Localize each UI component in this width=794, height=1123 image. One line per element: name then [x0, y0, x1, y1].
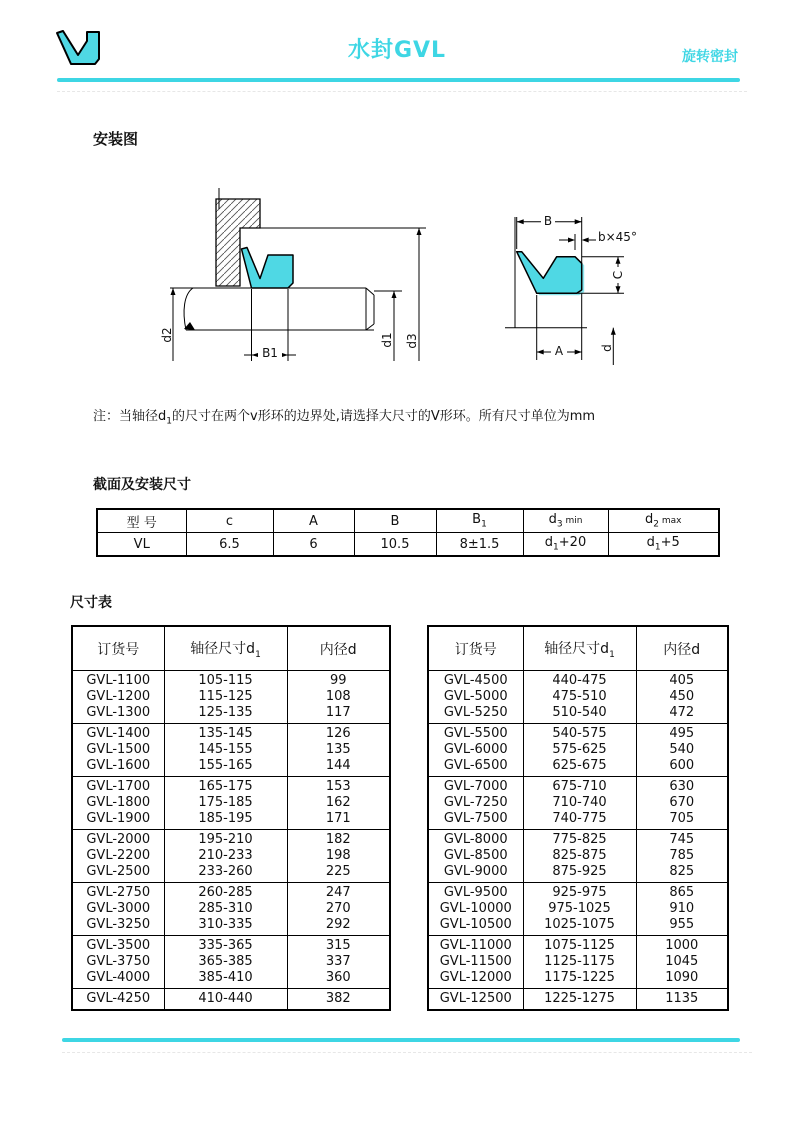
table-row: [72, 795, 390, 811]
table-cell: 745: [636, 830, 728, 849]
table-cell: 订货号: [72, 626, 164, 671]
table-cell: VL: [97, 533, 186, 557]
table-cell: GVL-12000: [428, 970, 523, 989]
table-cell: $d_1+5$: [608, 533, 719, 557]
spec-header-row: [97, 509, 719, 533]
table-row: [72, 724, 390, 743]
table-cell: 1075-1125: [523, 936, 636, 955]
table-cell: 内径d: [287, 626, 390, 671]
table-cell: 185-195: [164, 811, 287, 830]
table-cell: GVL-3250: [72, 917, 164, 936]
table-row: [428, 777, 728, 796]
table-row: [428, 848, 728, 864]
dim-label-C: C: [611, 270, 625, 280]
table-cell: 365-385: [164, 954, 287, 970]
table-cell: 625-675: [523, 758, 636, 777]
table-cell: 825: [636, 864, 728, 883]
size-group: [72, 777, 390, 830]
table-cell: 144: [287, 758, 390, 777]
table-cell: 6: [273, 533, 354, 557]
size-group: [428, 777, 728, 830]
table-cell: c: [186, 509, 273, 533]
table-row: [72, 830, 390, 849]
table-cell: 410-440: [164, 989, 287, 1011]
table-cell: A: [273, 509, 354, 533]
size-group: [428, 883, 728, 936]
table-cell: 115-125: [164, 689, 287, 705]
table-row: [428, 795, 728, 811]
table-cell: GVL-3500: [72, 936, 164, 955]
table-cell: GVL-3750: [72, 954, 164, 970]
table-cell: $d_3$ min: [523, 509, 608, 533]
size-group: [428, 936, 728, 989]
table-cell: 510-540: [523, 705, 636, 724]
table-cell: GVL-4500: [428, 671, 523, 690]
table-cell: 910: [636, 901, 728, 917]
table-row: [72, 848, 390, 864]
table-cell: GVL-9000: [428, 864, 523, 883]
table-row: [72, 989, 390, 1011]
table-cell: GVL-6000: [428, 742, 523, 758]
table-row: [428, 883, 728, 902]
table-cell: 1090: [636, 970, 728, 989]
dim-label-d3: d3: [405, 333, 419, 349]
table-row: [72, 917, 390, 936]
table-cell: 670: [636, 795, 728, 811]
table-cell: 785: [636, 848, 728, 864]
table-cell: GVL-6500: [428, 758, 523, 777]
size-group: [72, 883, 390, 936]
table-cell: 135-145: [164, 724, 287, 743]
dim-label-d: d: [600, 344, 614, 352]
table-row: [428, 936, 728, 955]
table-cell: 1135: [636, 989, 728, 1011]
table-cell: 内径d: [636, 626, 728, 671]
table-cell: 450: [636, 689, 728, 705]
table-cell: 540-575: [523, 724, 636, 743]
table-cell: 117: [287, 705, 390, 724]
dim-label-A: A: [554, 344, 564, 358]
table-row: [72, 970, 390, 989]
table-cell: 126: [287, 724, 390, 743]
table-row: [72, 671, 390, 690]
table-cell: 轴径尺寸$d_1$: [164, 626, 287, 671]
size-table-right: [427, 625, 729, 1011]
table-cell: 233-260: [164, 864, 287, 883]
footer-hairline: [62, 1052, 752, 1053]
table-row: [428, 811, 728, 830]
table-cell: GVL-2500: [72, 864, 164, 883]
table-cell: 315: [287, 936, 390, 955]
table-cell: GVL-7000: [428, 777, 523, 796]
page-title: 水封GVL: [347, 38, 447, 63]
spec-value-row: [97, 533, 719, 557]
table-cell: 575-625: [523, 742, 636, 758]
table-row: [72, 901, 390, 917]
note-text: 注：当轴径$d_1$的尺寸在两个v形环的边界处,请选择大尺寸的V形环。所有尺寸单位为mm: [93, 409, 596, 427]
table-cell: GVL-1100: [72, 671, 164, 690]
v-ring-profile-shape: [517, 252, 582, 294]
table-cell: 8±1.5: [436, 533, 523, 557]
table-cell: 135: [287, 742, 390, 758]
table-cell: 740-775: [523, 811, 636, 830]
dim-label-B: B: [543, 214, 553, 228]
size-group: [428, 830, 728, 883]
table-row: [72, 864, 390, 883]
table-cell: 360: [287, 970, 390, 989]
table-cell: 轴径尺寸$d_1$: [523, 626, 636, 671]
dim-label-B1: B1: [262, 346, 278, 360]
table-cell: 385-410: [164, 970, 287, 989]
table-cell: GVL-5500: [428, 724, 523, 743]
footer-rule: [62, 1038, 740, 1042]
size-group: [72, 671, 390, 724]
section-title-spec: 截面及安装尺寸: [93, 477, 191, 493]
table-cell: 99: [287, 671, 390, 690]
size-group: [72, 830, 390, 883]
table-cell: GVL-8500: [428, 848, 523, 864]
table-cell: GVL-4000: [72, 970, 164, 989]
table-cell: 1225-1275: [523, 989, 636, 1011]
table-cell: 675-710: [523, 777, 636, 796]
header-rule: [57, 78, 740, 82]
table-cell: 710-740: [523, 795, 636, 811]
spec-table: [96, 508, 720, 557]
table-row: [428, 724, 728, 743]
table-cell: GVL-1500: [72, 742, 164, 758]
table-cell: 165-175: [164, 777, 287, 796]
section-title-installation: 安装图: [93, 130, 139, 148]
table-cell: 171: [287, 811, 390, 830]
table-cell: 865: [636, 883, 728, 902]
table-cell: GVL-4250: [72, 989, 164, 1011]
table-row: [72, 689, 390, 705]
table-cell: $d_2$ max: [608, 509, 719, 533]
table-cell: 1175-1225: [523, 970, 636, 989]
table-row: [72, 936, 390, 955]
table-cell: GVL-9500: [428, 883, 523, 902]
table-cell: 247: [287, 883, 390, 902]
table-cell: GVL-2750: [72, 883, 164, 902]
table-row: [428, 901, 728, 917]
table-cell: GVL-10000: [428, 901, 523, 917]
table-row: [428, 864, 728, 883]
table-cell: GVL-2200: [72, 848, 164, 864]
table-cell: GVL-2000: [72, 830, 164, 849]
size-table-header-row: [428, 626, 728, 671]
table-row: [428, 689, 728, 705]
dim-label-d2: d2: [160, 327, 174, 343]
table-cell: GVL-10500: [428, 917, 523, 936]
table-cell: 540: [636, 742, 728, 758]
table-row: [428, 989, 728, 1011]
table-row: [428, 705, 728, 724]
table-cell: $d_1+20$: [523, 533, 608, 557]
section-title-sizes: 尺寸表: [70, 595, 112, 611]
table-cell: 1125-1175: [523, 954, 636, 970]
size-group: [428, 671, 728, 724]
table-cell: 382: [287, 989, 390, 1011]
table-cell: 125-135: [164, 705, 287, 724]
table-cell: 108: [287, 689, 390, 705]
table-cell: GVL-1300: [72, 705, 164, 724]
table-row: [428, 954, 728, 970]
table-cell: 1025-1075: [523, 917, 636, 936]
dim-label-b45: b×45°: [598, 230, 637, 244]
table-cell: GVL-3000: [72, 901, 164, 917]
table-cell: 6.5: [186, 533, 273, 557]
table-cell: 440-475: [523, 671, 636, 690]
table-row: [428, 758, 728, 777]
table-cell: 600: [636, 758, 728, 777]
table-cell: GVL-1600: [72, 758, 164, 777]
table-row: [428, 742, 728, 758]
table-row: [72, 742, 390, 758]
table-cell: GVL-1900: [72, 811, 164, 830]
size-table-header-row: [72, 626, 390, 671]
table-cell: GVL-1700: [72, 777, 164, 796]
table-row: [428, 830, 728, 849]
dim-label-d1: d1: [380, 332, 394, 348]
table-cell: GVL-1800: [72, 795, 164, 811]
table-cell: $B_1$: [436, 509, 523, 533]
table-cell: 195-210: [164, 830, 287, 849]
table-cell: 285-310: [164, 901, 287, 917]
size-group: [72, 936, 390, 989]
table-cell: 10.5: [354, 533, 436, 557]
table-cell: GVL-5000: [428, 689, 523, 705]
table-cell: 162: [287, 795, 390, 811]
table-cell: 260-285: [164, 883, 287, 902]
size-group: [428, 989, 728, 1011]
table-cell: 705: [636, 811, 728, 830]
table-row: [72, 777, 390, 796]
header-hairline: [57, 91, 747, 92]
table-row: [72, 954, 390, 970]
table-row: [72, 758, 390, 777]
table-cell: 1000: [636, 936, 728, 955]
table-cell: 145-155: [164, 742, 287, 758]
table-cell: GVL-7250: [428, 795, 523, 811]
table-cell: GVL-1200: [72, 689, 164, 705]
table-cell: B: [354, 509, 436, 533]
table-cell: GVL-11000: [428, 936, 523, 955]
table-cell: GVL-5250: [428, 705, 523, 724]
table-row: [72, 883, 390, 902]
table-cell: 订货号: [428, 626, 523, 671]
installation-diagram: [140, 183, 470, 375]
table-cell: 105-115: [164, 671, 287, 690]
table-cell: 630: [636, 777, 728, 796]
table-cell: 337: [287, 954, 390, 970]
table-row: [428, 970, 728, 989]
table-cell: 155-165: [164, 758, 287, 777]
table-cell: GVL-1400: [72, 724, 164, 743]
table-cell: 825-875: [523, 848, 636, 864]
header-category-label: 旋转密封: [682, 49, 738, 65]
table-cell: GVL-12500: [428, 989, 523, 1011]
table-cell: 875-925: [523, 864, 636, 883]
table-cell: 型 号: [97, 509, 186, 533]
table-cell: 925-975: [523, 883, 636, 902]
size-group: [72, 724, 390, 777]
table-cell: GVL-7500: [428, 811, 523, 830]
table-cell: 225: [287, 864, 390, 883]
table-cell: 210-233: [164, 848, 287, 864]
size-table-left: [71, 625, 391, 1011]
table-cell: 335-365: [164, 936, 287, 955]
table-cell: 198: [287, 848, 390, 864]
table-row: [72, 811, 390, 830]
table-cell: 472: [636, 705, 728, 724]
table-cell: 405: [636, 671, 728, 690]
size-group: [428, 724, 728, 777]
v-ring-seal-shape: [242, 248, 294, 289]
table-cell: 475-510: [523, 689, 636, 705]
table-cell: 975-1025: [523, 901, 636, 917]
table-cell: 182: [287, 830, 390, 849]
size-group: [72, 989, 390, 1011]
table-row: [428, 917, 728, 936]
table-cell: 310-335: [164, 917, 287, 936]
table-cell: 153: [287, 777, 390, 796]
table-cell: 495: [636, 724, 728, 743]
table-cell: 270: [287, 901, 390, 917]
table-cell: 1045: [636, 954, 728, 970]
table-cell: 292: [287, 917, 390, 936]
table-cell: GVL-11500: [428, 954, 523, 970]
table-row: [428, 671, 728, 690]
table-cell: 175-185: [164, 795, 287, 811]
cross-section-diagram: [488, 193, 748, 371]
table-row: [72, 705, 390, 724]
table-cell: GVL-8000: [428, 830, 523, 849]
table-cell: 775-825: [523, 830, 636, 849]
table-cell: 955: [636, 917, 728, 936]
